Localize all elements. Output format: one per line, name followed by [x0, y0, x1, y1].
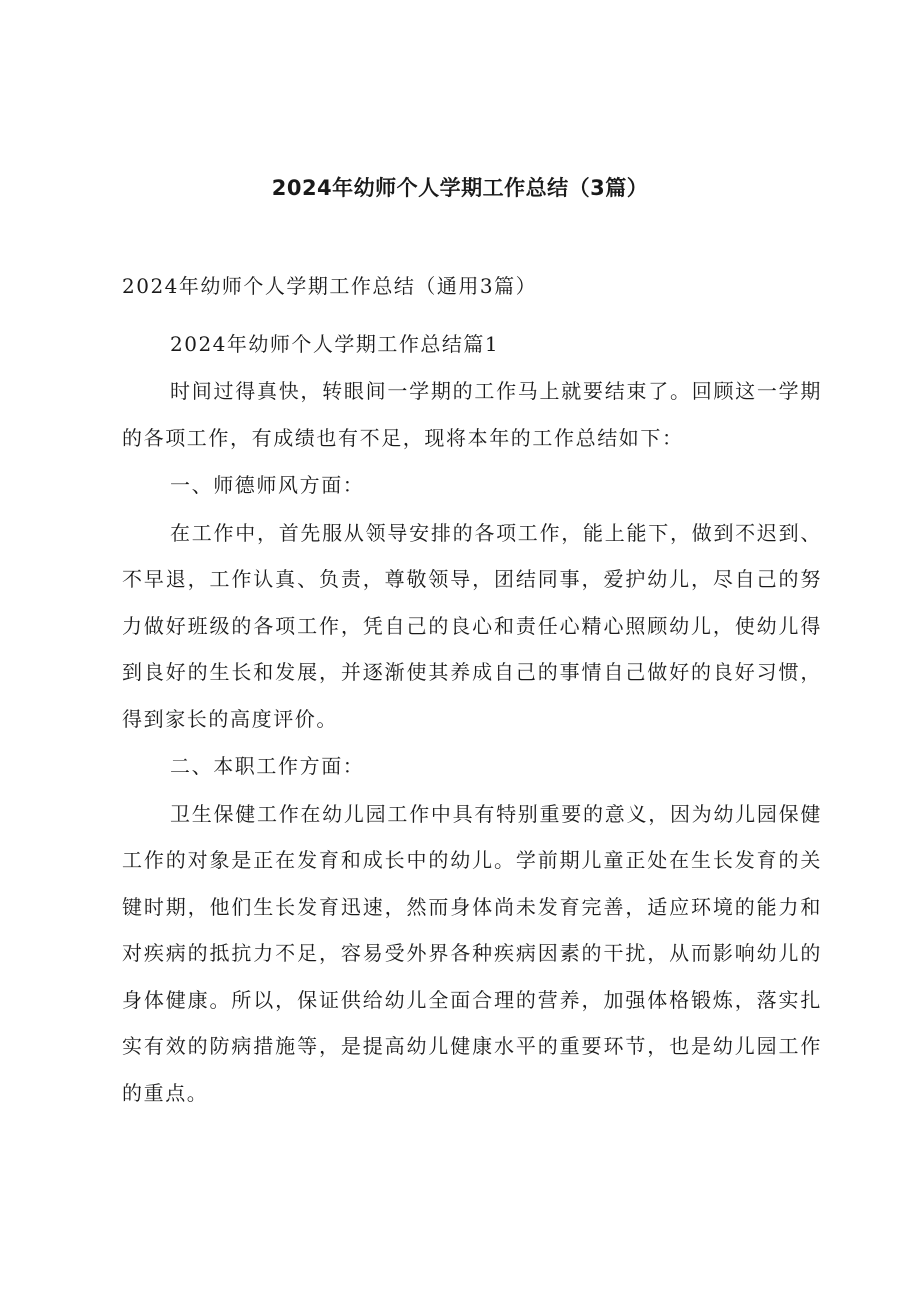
paragraph-ethics: 在工作中，首先服从领导安排的各项工作，能上能下，做到不迟到、不早退，工作认真、负责，尊敬领导，团结同事，爱护幼儿，尽自己的努力做好班级的各项工作，凭自己的良心和责任心精心照顾幼儿，使幼儿得到良好的生长和发展，并逐渐使其养成自己的事情自己做好的良好习惯，得到家长的高度评价。: [122, 520, 822, 731]
heading-duties: 二、本职工作方面：: [170, 754, 365, 778]
section-heading: 2024年幼师个人学期工作总结篇1: [170, 332, 500, 356]
paragraph-intro: 时间过得真快，转眼间一学期的工作马上就要结束了。回顾这一学期的各项工作，有成绩也有不足，现将本年的工作总结如下：: [122, 379, 822, 450]
document-body: [122, 268, 822, 1116]
document-title: 2024年幼师个人学期工作总结（3篇）: [271, 176, 649, 200]
paragraph-duties: 卫生保健工作在幼儿园工作中具有特别重要的意义，因为幼儿园保健工作的对象是正在发育和成长中的幼儿。学前期儿童正处在生长发育的关键时期，他们生长发育迅速，然而身体尚未发育完善，适应环境的能力和对疾病的抵抗力不足，容易受外界各种疾病因素的干扰，从而影响幼儿的身体健康。所以，保证供给幼儿全面合理的营养，加强体格锻炼，落实扎实有效的防病措施等，是提高幼儿健康水平的重要环节，也是幼儿园工作的重点。: [122, 801, 822, 1105]
heading-ethics: 一、师德师风方面：: [170, 473, 365, 497]
document-subtitle: 2024年幼师个人学期工作总结（通用3篇）: [122, 274, 538, 298]
